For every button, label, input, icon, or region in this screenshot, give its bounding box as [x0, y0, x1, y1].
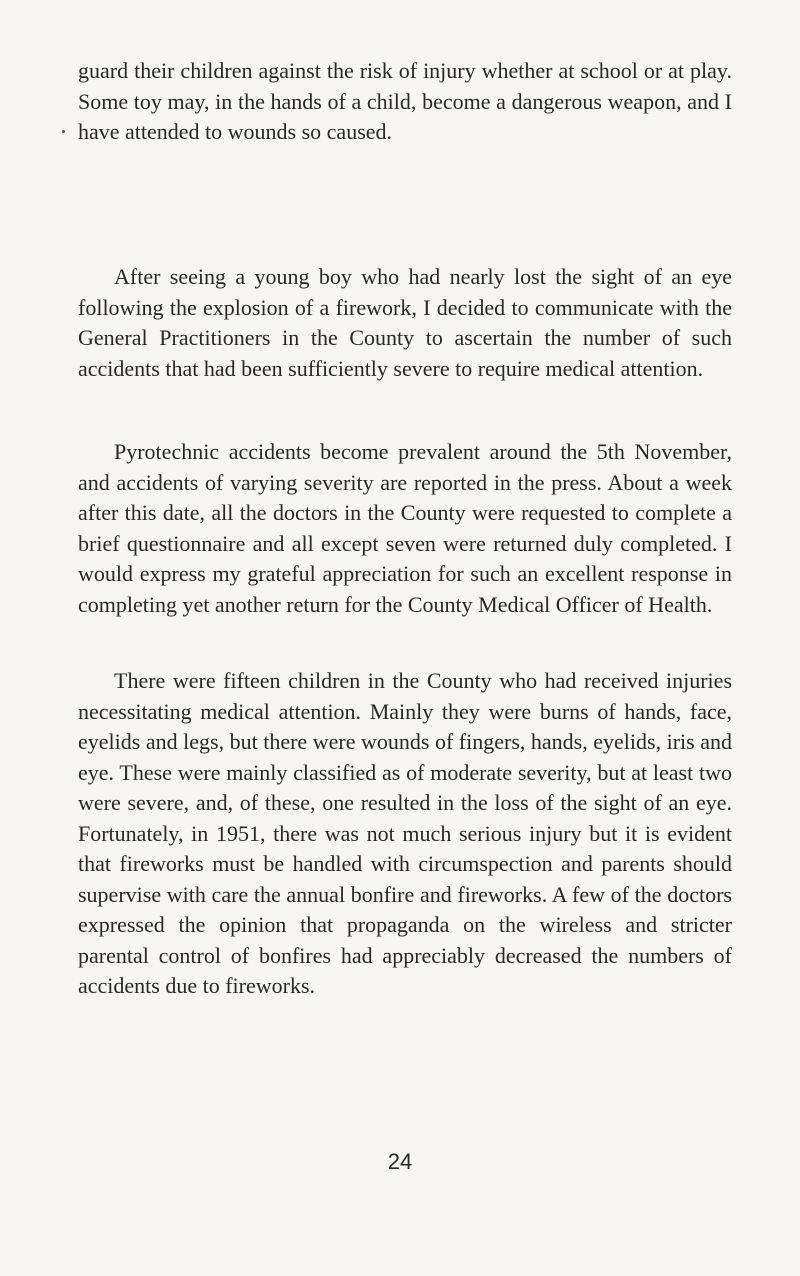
paragraph-2: After seeing a young boy who had nearly lost the sight of an eye following the explosion of a firework, I decided to communicate with the General Practitioners in the County to ascertain the number of such accidents that had been sufficiently severe to require medical attention. — [78, 264, 732, 381]
paragraph-3: Pyrotechnic accidents become prevalent around the 5th November, and accidents of varying severity are reported in the press. About a week after this date, all the doctors in the County were requested to complete a brief questionnaire and all except seven were returned duly completed. I would express my grateful appreciation for such an excellent response in completing yet another return for the County Medical Officer of Health. — [78, 439, 732, 617]
paragraph-1: guard their children against the risk of injury whether at school or at play. Some toy may, in the hands of a child, become a dangerous weapon, and I have attended to wounds so caused. — [78, 58, 732, 144]
margin-mark — [62, 130, 65, 133]
paragraph-4: There were fifteen children in the County who had received injuries necessitating medical attention. Mainly they were burns of hands, face, eyelids and legs, but there were wounds of fingers, hands, eyelids, iris and eye. These were mainly classified as of moderate severity, but at least two were severe, and, of these, one resulted in the loss of the sight of an eye. Fortunately, in 1951, there was not much serious injury but it is evident that fireworks must be handled with circumspection and parents should supervise with care the annual bonfire and fireworks. A few of the doctors expressed the opinion that propaganda on the wireless and stricter parental control of bonfires had appreciably decreased the numbers of accidents due to fireworks. — [78, 668, 732, 998]
page-number: 24 — [387, 1149, 413, 1174]
